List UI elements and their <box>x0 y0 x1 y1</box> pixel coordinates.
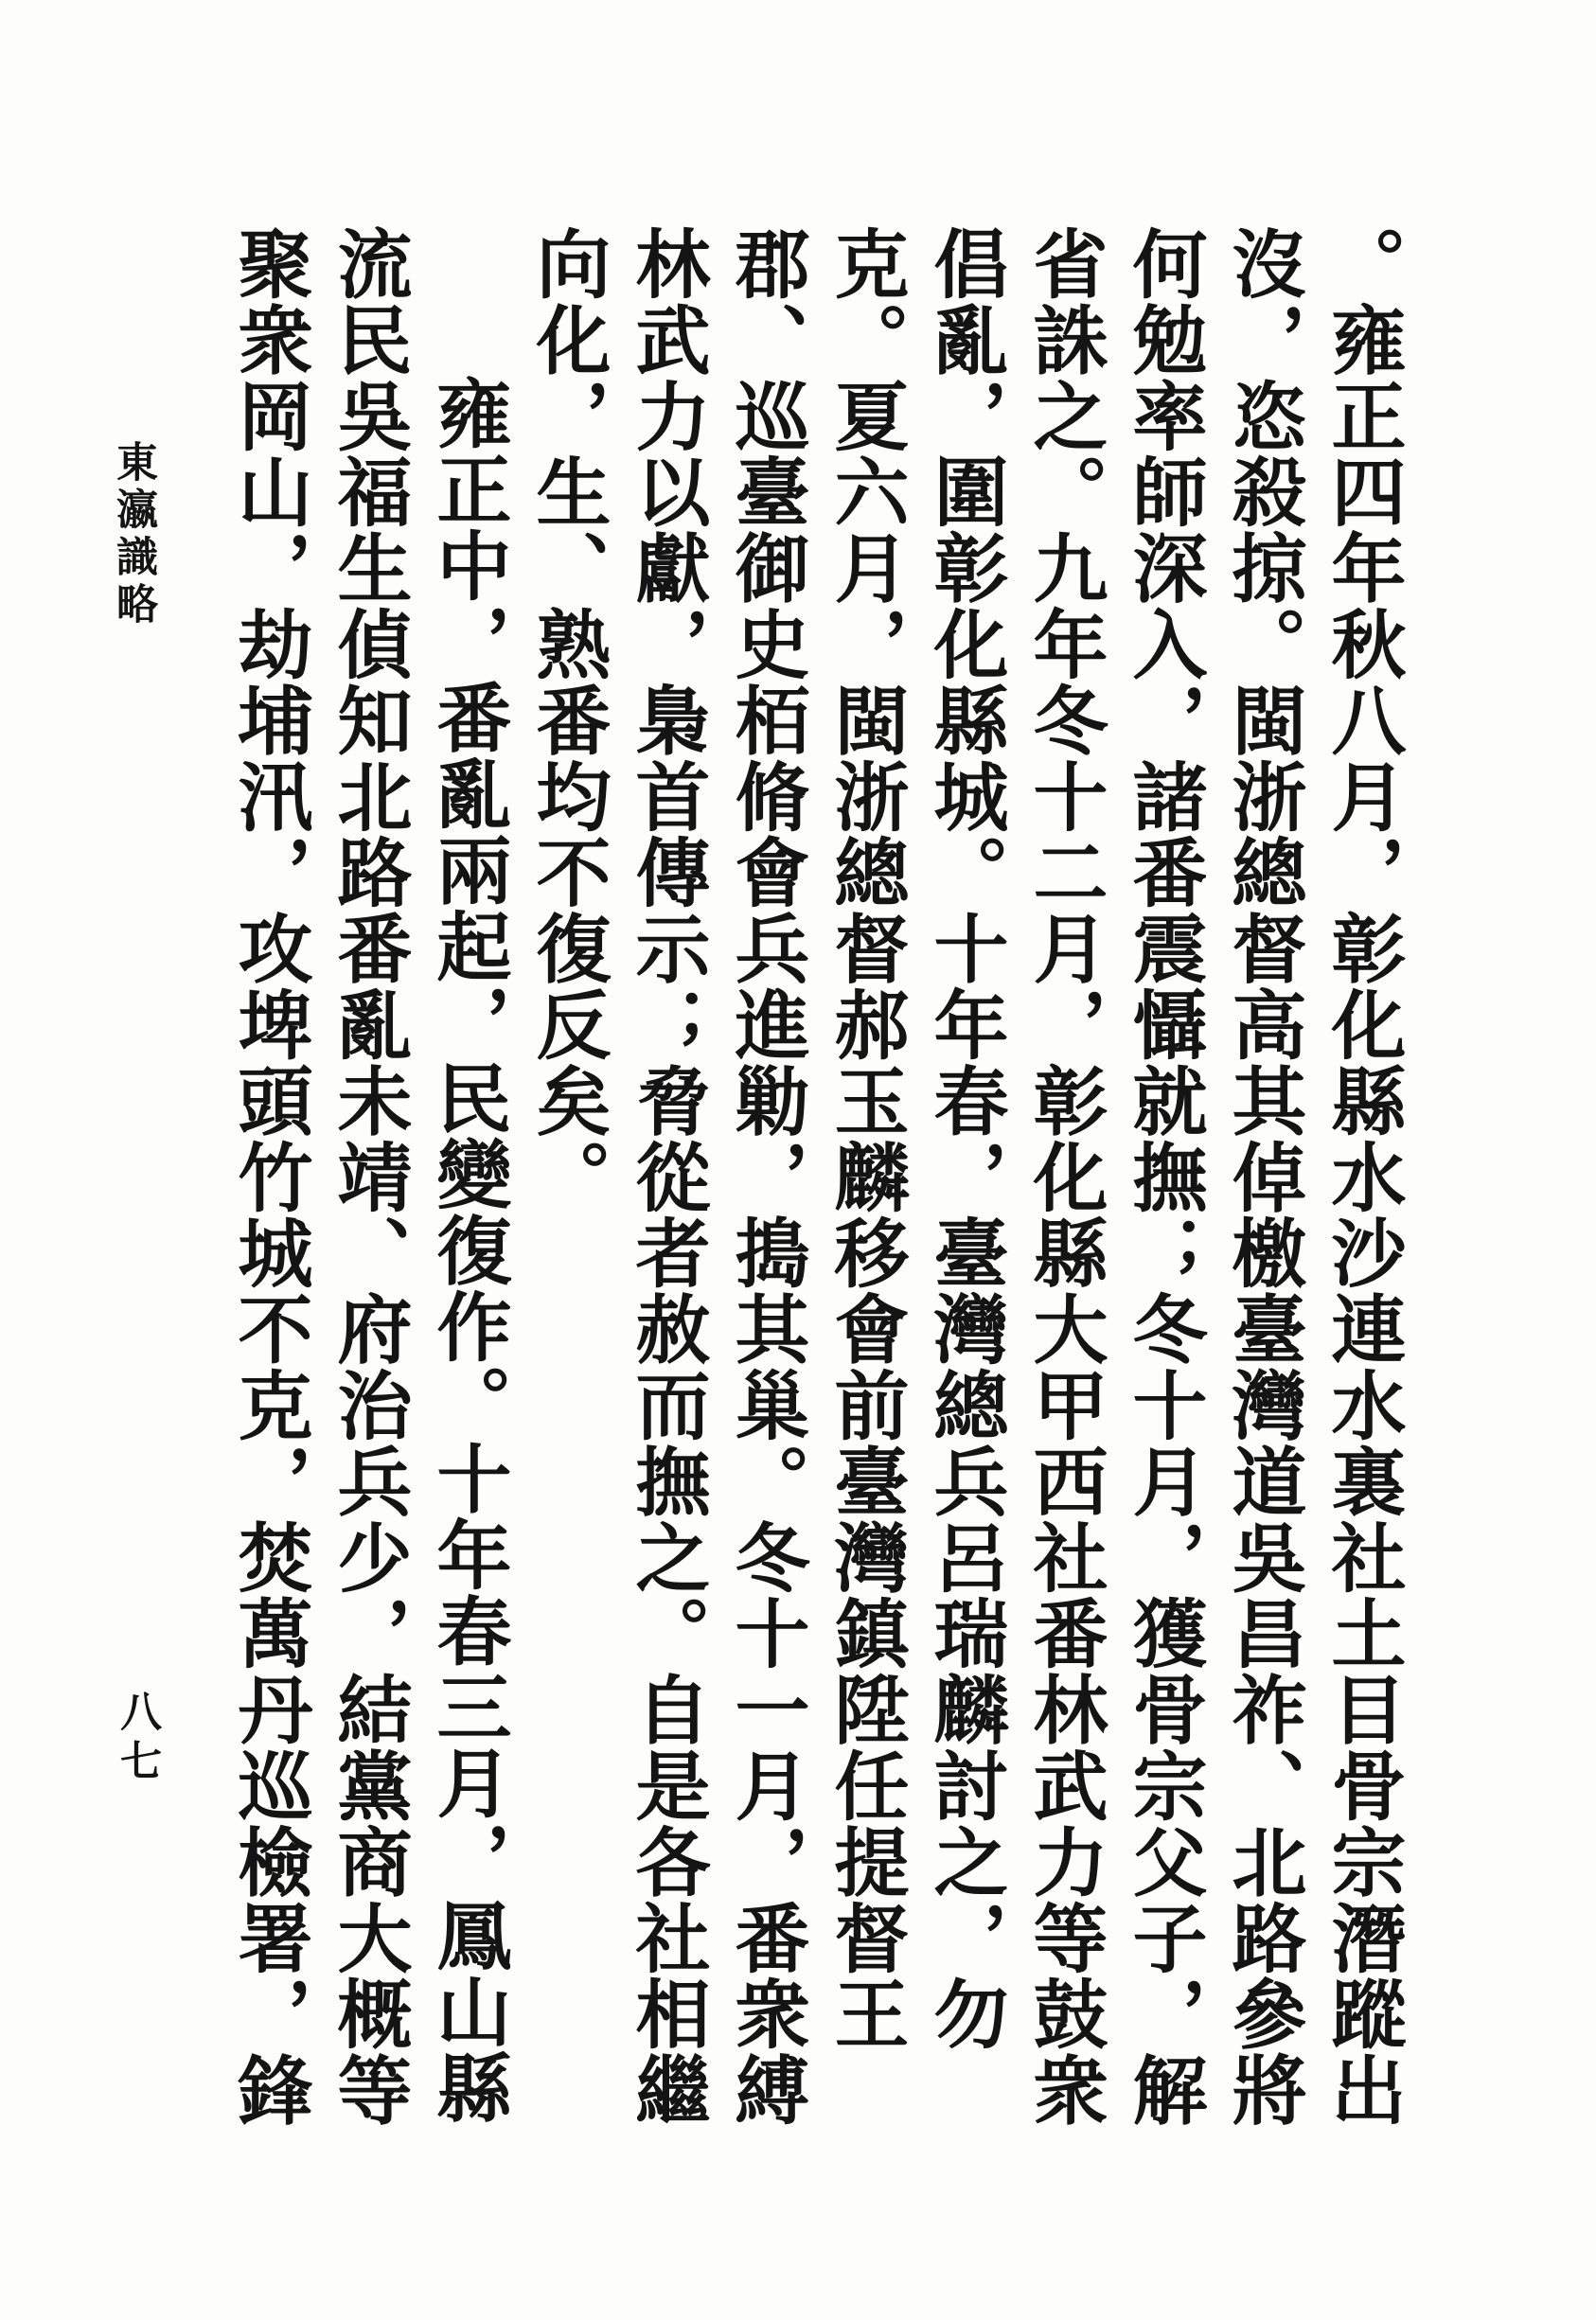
paragraph-yongzheng-middle: 雍正中，番亂兩起，民變復作。十年春三月，鳳山縣流民吳福生偵知北路番亂未靖、府治兵少，結黨商大概等聚衆岡山，劫埔汛，攻埤頭竹城不克，焚萬丹巡檢署，鋒 <box>225 225 512 2128</box>
page-number: 八七 <box>113 1690 161 1788</box>
book-title: 東瀛識略 <box>109 440 157 629</box>
paragraph-yongzheng-four: 。雍正四年秋八月，彰化縣水沙連水裏社土目骨宗潛蹤出沒，恣殺掠。閩浙總督高其倬檄臺灣道吳昌祚、北路參將何勉率師深入，諸番震懾就撫；冬十月，獲骨宗父子，解省誅之。九年冬十二月，彰化縣大甲西社番林武力等鼓衆倡亂，圍彰化縣城。十年春，臺灣總兵呂瑞麟討之，勿克。夏六月，閩浙總督郝玉麟移會前臺灣鎮陞任提督王郡、巡臺御史栢脩會兵進勦，搗其巢。冬十一月，番衆縛林武力以獻，梟首傳示；脅從者赦而撫之。自是各社相繼向化，生、熟番均不復反矣。 <box>523 225 1407 2128</box>
vertical-text-body <box>220 225 1412 2166</box>
